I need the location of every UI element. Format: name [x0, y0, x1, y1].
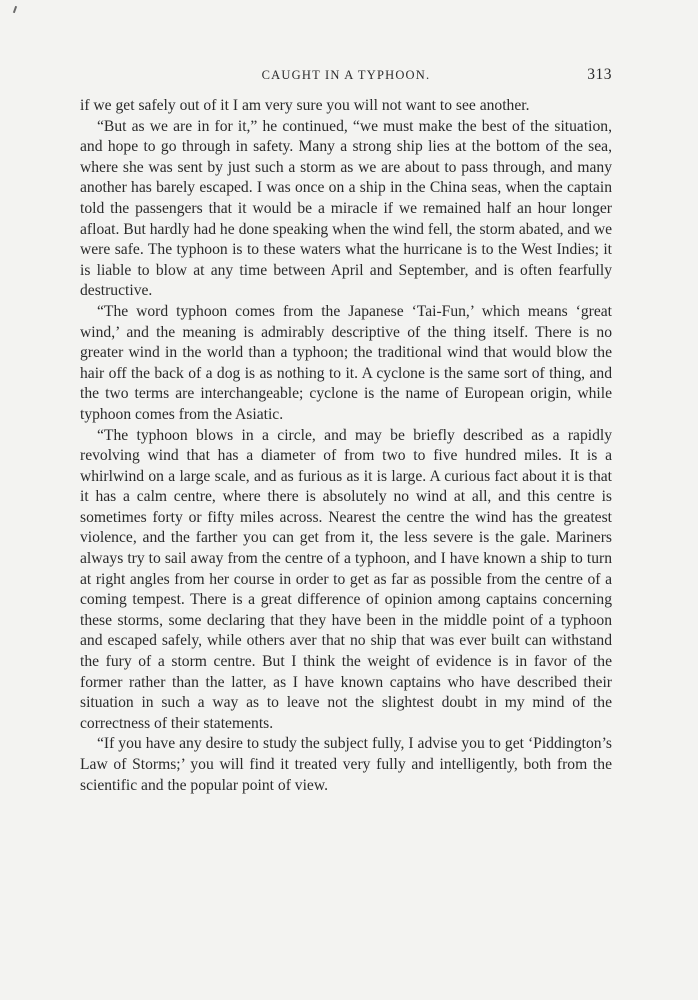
- running-head: [80, 66, 612, 86]
- paragraph: “The typhoon blows in a circle, and may be briefly described as a rapidly revolving wind that has a diameter of from two to five hundred miles. It is a whirlwind on a large scale, and as furious as it is large. A curious fact about it is that it has a calm centre, where there is absolutely no wind at all, and this centre is sometimes forty or fifty miles across. Nearest the centre the wind has the greatest violence, and the farther you can get from it, the less severe is the gale. Mariners always try to sail away from the centre of a typhoon, and I have known a ship to turn at right angles from her course in order to get as far as possible from the centre of a coming tempest. There is a great difference of opinion among captains concerning these storms, some declaring that they have been in the middle point of a typhoon and escaped safely, while others aver that no ship that was ever built can withstand the fury of a storm centre. But I think the weight of evidence is in favor of the former rather than the latter, as I have known captains who have described their situation in such a way as to leave not the slightest doubt in my mind of the correctness of their statements.: [80, 426, 612, 732]
- paragraph: “The word typhoon comes from the Japanese ‘Tai-Fun,’ which means ‘great wind,’ and the meaning is admirably descriptive of the thing itself. There is no greater wind in the world than a typhoon; the traditional wind that would blow the hair off the back of a dog is as nothing to it. A cyclone is the same sort of thing, and the two terms are interchangeable; cyclone is the name of European origin, while typhoon comes from the Asiatic.: [80, 302, 612, 423]
- paragraph: “If you have any desire to study the subject fully, I advise you to get ‘Piddington’s Law of Storms;’ you will find it treated very fully and intelligently, both from the scientific and the popular point of view.: [80, 735, 612, 794]
- page-number: 313: [587, 66, 612, 83]
- running-head-title: CAUGHT IN A TYPHOON.: [261, 68, 431, 82]
- body-text: [80, 96, 612, 796]
- page-mark: [13, 6, 17, 13]
- paragraph: if we get safely out of it I am very sure you will not want to see another.: [80, 97, 530, 114]
- paragraph: “But as we are in for it,” he continued, “we must make the best of the situation, and hope to go through in safety. Many a strong ship lies at the bottom of the sea, where she was sent by just such a storm as we are about to pass through, and many another has barely escaped. I was once on a ship in the China seas, when the captain told the passengers that it would be a miracle if we remained half an hour longer afloat. But hardly had he done speaking when the wind fell, the storm abated, and we were safe. The typhoon is to these waters what the hurricane is to the West Indies; it is liable to blow at any time between April and September, and is often fearfully destructive.: [80, 117, 612, 300]
